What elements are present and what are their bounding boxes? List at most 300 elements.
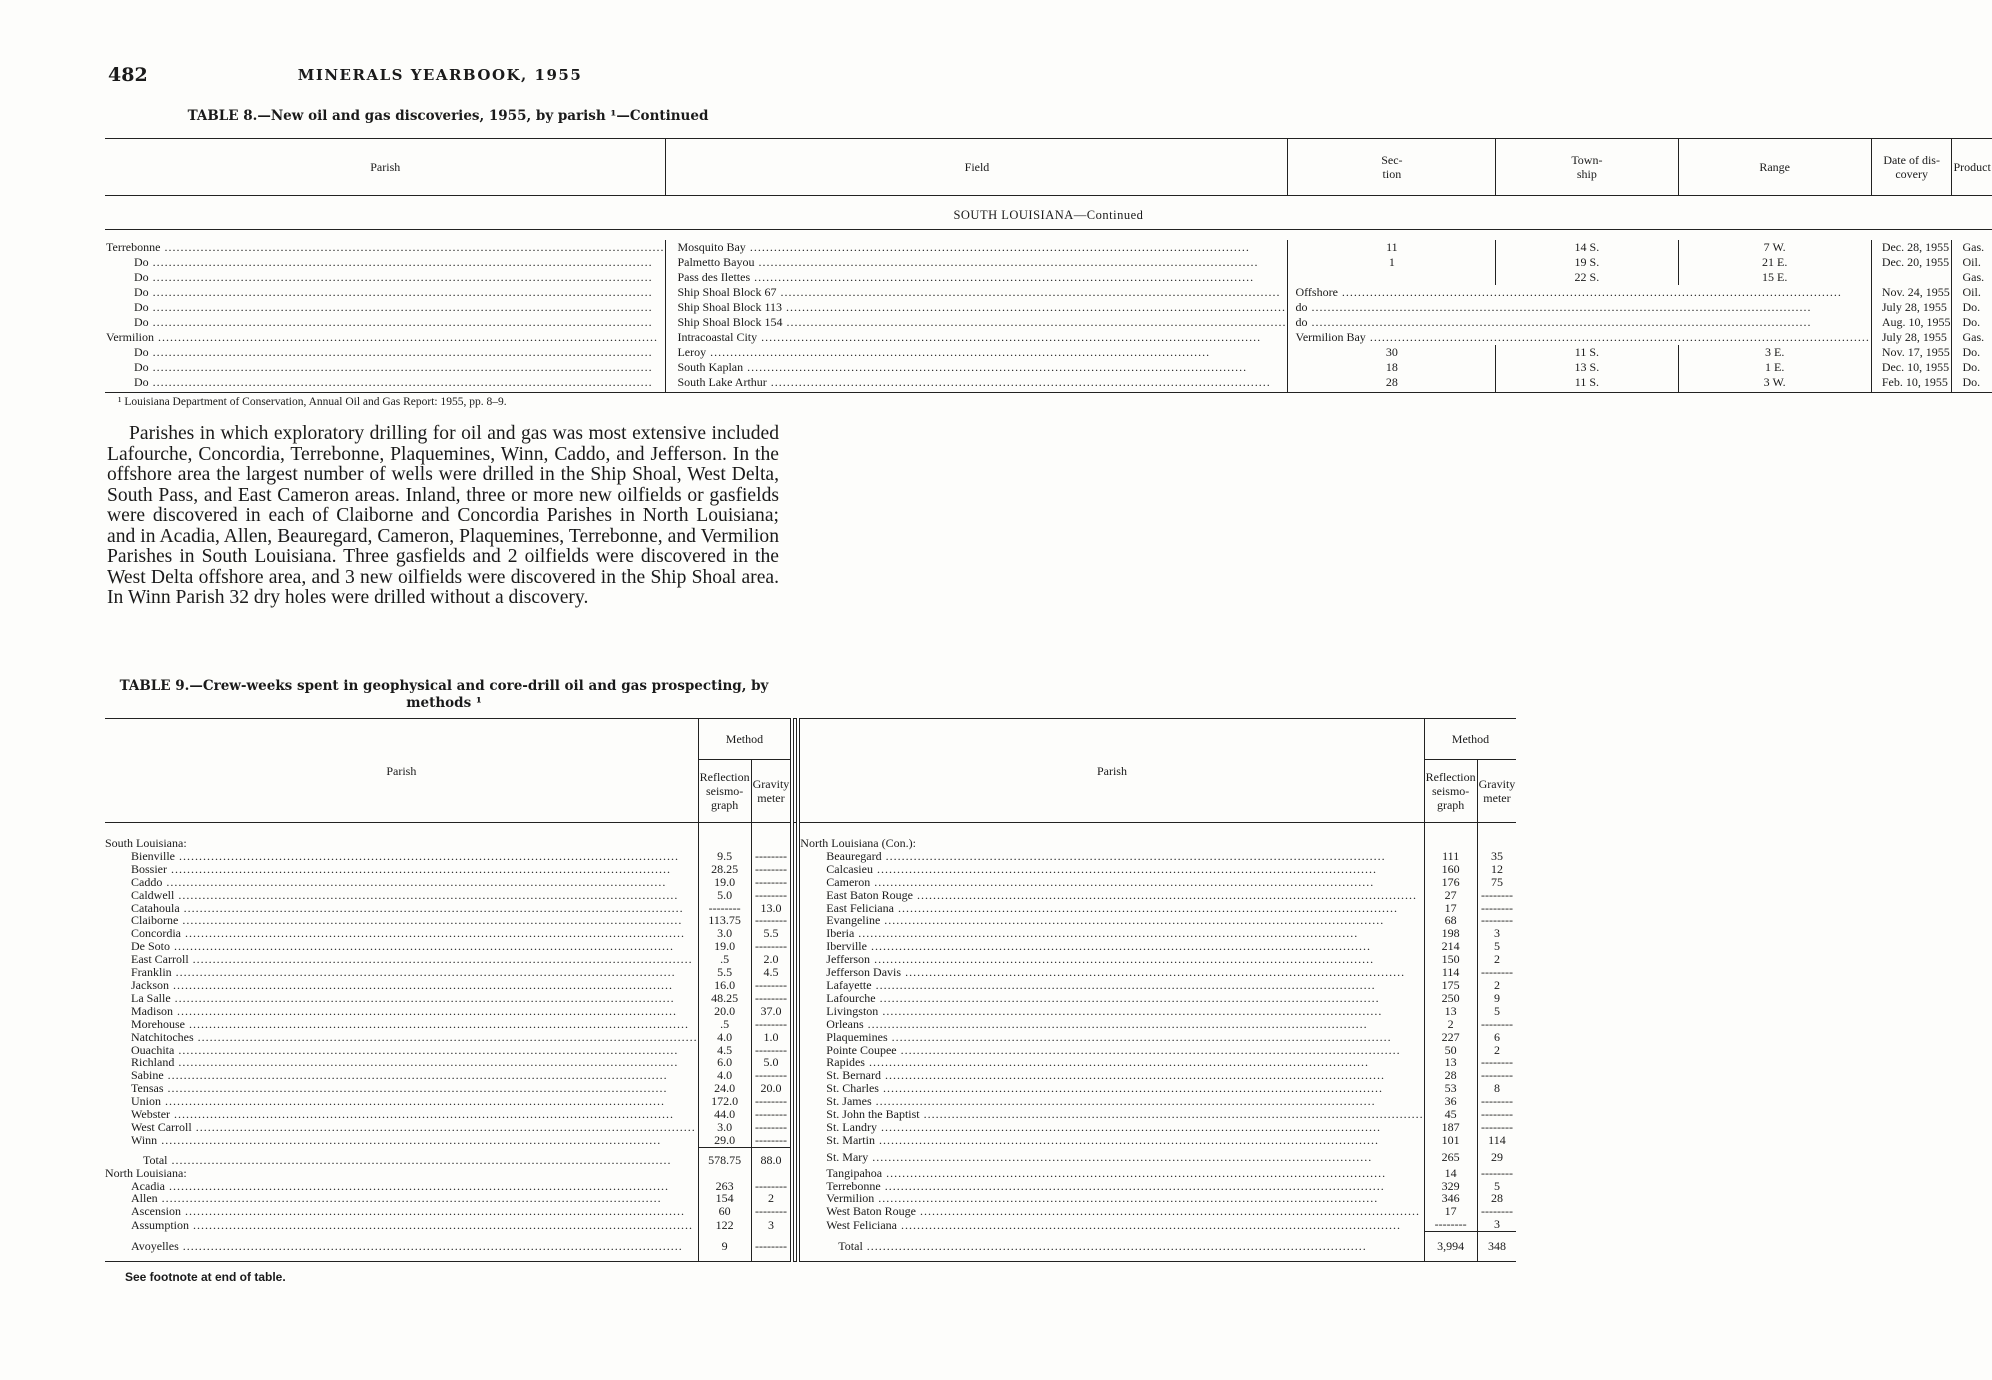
parish-name: Calcasieu ..... — [800, 863, 1423, 876]
gravity-value: 20.0 — [751, 1082, 792, 1095]
gravity-value: -------- — [1477, 902, 1516, 915]
gravity-value: -------- — [751, 850, 792, 863]
parish-name: Jefferson Davis ..... — [800, 966, 1423, 979]
table9-row — [105, 1167, 1516, 1180]
parish-name: Bossier ..... — [105, 863, 698, 876]
gravity-value: 29 — [1477, 1147, 1516, 1166]
parish-cell — [105, 876, 698, 889]
parish-cell — [798, 1005, 1424, 1018]
gravity-value: -------- — [751, 1044, 792, 1057]
date-cell: July 28, 1955 — [1871, 300, 1952, 315]
parish-cell — [105, 255, 666, 270]
parish-cell — [105, 1108, 698, 1121]
reflection-value: 13 — [1424, 1005, 1477, 1018]
table8-row — [105, 300, 1992, 315]
reflection-value: 17 — [1424, 902, 1477, 915]
field-name: Pass des Ilettes ..... — [667, 271, 1286, 284]
parish-name: Do ..... — [106, 376, 664, 389]
table9-row — [105, 1147, 1516, 1166]
gravity-value: -------- — [751, 863, 792, 876]
reflection-value — [698, 823, 751, 850]
table8-caption: TABLE 8.—New oil and gas discoveries, 1955, by parish ¹—Continued — [187, 108, 709, 124]
reflection-value: 263 — [698, 1180, 751, 1193]
parish-name: Do ..... — [106, 316, 664, 329]
table8-col-header: Sec- tion — [1288, 139, 1496, 196]
parish-name: Do ..... — [106, 301, 664, 314]
parish-name: West Baton Rouge ..... — [800, 1205, 1423, 1218]
field-cell — [666, 330, 1288, 345]
parish-name: Morehouse ..... — [105, 1018, 698, 1031]
parish-cell — [105, 330, 666, 345]
parish-cell — [105, 300, 666, 315]
parish-cell — [798, 1134, 1424, 1147]
gravity-value: -------- — [1477, 966, 1516, 979]
location-span: Offshore ..... — [1289, 286, 1869, 299]
gravity-value: 5 — [1477, 1005, 1516, 1018]
parish-name: Acadia ..... — [105, 1180, 698, 1193]
field-cell — [666, 360, 1288, 375]
parish-name: Avoyelles ..... — [105, 1240, 698, 1253]
parish-cell — [105, 315, 666, 330]
parish-cell — [798, 979, 1424, 992]
date-cell: Dec. 20, 1955 — [1871, 255, 1952, 270]
reflection-value: 28 — [1424, 1069, 1477, 1082]
section-cell — [1288, 270, 1496, 285]
reflection-value: 28.25 — [698, 863, 751, 876]
field-cell — [666, 285, 1288, 300]
range-cell: 3 W. — [1678, 375, 1871, 393]
parish-name: Richland ..... — [105, 1056, 698, 1069]
body-paragraph: Parishes in which exploratory drilling for oil and gas was most extensive included Lafourche, Concordia, Terrebonne, Plaquemines, Winn, Caddo, and Jefferson. In the offshore area the largest number of wells were drilled in the Ship Shoal, West Delta, South Pass, and East Cameron areas. Inland, three or more new oilfields or gasfields were discovered in each of Claiborne and Concordia Parishes in North Louisiana; and in Acadia, Allen, Beauregard, Cameron, Plaquemines, Terrebonne, and Vermilion Parishes in South Louisiana. Three gasfields and 2 oilfields were discovered in the West Delta offshore area, and 3 new oilfields were discovered in the Ship Shoal area. In Winn Parish 32 dry holes were drilled without a discovery. — [107, 423, 779, 608]
reflection-value: 113.75 — [698, 914, 751, 927]
section-cell: 18 — [1288, 360, 1496, 375]
field-cell — [666, 345, 1288, 360]
reflection-value: 122 — [698, 1218, 751, 1231]
field-name: Ship Shoal Block 113 ..... — [667, 301, 1286, 314]
table9-row — [105, 1134, 1516, 1147]
gravity-value: 12 — [1477, 863, 1516, 876]
parish-name: Rapides ..... — [800, 1056, 1423, 1069]
reflection-value: 114 — [1424, 966, 1477, 979]
table8-row — [105, 360, 1992, 375]
parish-name: Madison ..... — [105, 1005, 698, 1018]
gravity-value: -------- — [751, 992, 792, 1005]
gravity-value: -------- — [751, 889, 792, 902]
page-number: 482 — [108, 64, 148, 86]
gravity-value: -------- — [751, 1205, 792, 1218]
parish-cell — [105, 1205, 698, 1218]
product-cell: Oil. — [1952, 285, 1992, 300]
parish-name: Vermilion ..... — [106, 331, 664, 344]
reflection-value: 45 — [1424, 1108, 1477, 1121]
township-cell: 11 S. — [1496, 375, 1678, 393]
parish-cell — [798, 1018, 1424, 1031]
table8-row — [105, 375, 1992, 393]
gravity-value: -------- — [751, 1069, 792, 1082]
reflection-value: 5.5 — [698, 966, 751, 979]
section-cell: 11 — [1288, 240, 1496, 255]
reflection-value: 172.0 — [698, 1095, 751, 1108]
field-name: South Kaplan ..... — [667, 361, 1286, 374]
reflection-value: 160 — [1424, 863, 1477, 876]
reflection-value: 2 — [1424, 1018, 1477, 1031]
table8-col-header: Date of dis- covery — [1871, 139, 1952, 196]
reflection-value: 3.0 — [698, 927, 751, 940]
parish-cell — [798, 992, 1424, 1005]
parish-cell — [105, 863, 698, 876]
reflection-value: 36 — [1424, 1095, 1477, 1108]
parish-name: Do ..... — [106, 286, 664, 299]
reflection-value: 16.0 — [698, 979, 751, 992]
gravity-header-left: Gravity meter — [751, 760, 792, 823]
location-span-cell — [1288, 300, 1871, 315]
reflection-value: 17 — [1424, 1205, 1477, 1218]
parish-name: Orleans ..... — [800, 1018, 1423, 1031]
parish-name: North Louisiana: — [105, 1165, 187, 1180]
field-name: Intracoastal City ..... — [667, 331, 1286, 344]
table8-row — [105, 285, 1992, 300]
field-name: Palmetto Bayou ..... — [667, 256, 1286, 269]
parish-name: Sabine ..... — [105, 1069, 698, 1082]
parish-cell — [105, 1147, 698, 1166]
reflection-value: 176 — [1424, 876, 1477, 889]
table9-row — [105, 992, 1516, 1005]
section-cell: 30 — [1288, 345, 1496, 360]
parish-cell — [105, 992, 698, 1005]
reflection-value: 346 — [1424, 1192, 1477, 1205]
reflection-value: 24.0 — [698, 1082, 751, 1095]
table8-row — [105, 345, 1992, 360]
reflection-value: 227 — [1424, 1031, 1477, 1044]
table8-col-header: Town- ship — [1496, 139, 1678, 196]
gravity-value: -------- — [751, 979, 792, 992]
parish-cell — [105, 1018, 698, 1031]
gravity-value: 114 — [1477, 1134, 1516, 1147]
parish-name: Total ..... — [800, 1240, 1423, 1253]
date-cell: Aug. 10, 1955 — [1871, 315, 1952, 330]
reflection-value: 9 — [698, 1232, 751, 1262]
township-cell: 14 S. — [1496, 240, 1678, 255]
parish-name: Caldwell ..... — [105, 889, 698, 902]
section-cell: 28 — [1288, 375, 1496, 393]
gravity-value: 3 — [1477, 927, 1516, 940]
parish-name: Bienville ..... — [105, 850, 698, 863]
gravity-value: -------- — [1477, 1121, 1516, 1134]
parish-cell — [798, 1031, 1424, 1044]
parish-name: Ouachita ..... — [105, 1044, 698, 1057]
product-cell: Gas. — [1952, 240, 1992, 255]
gravity-value: -------- — [1477, 1056, 1516, 1069]
location-span: Vermilion Bay ..... — [1289, 331, 1869, 344]
table8-footnote: ¹ Louisiana Department of Conservation, Annual Oil and Gas Report: 1955, pp. 8–9. — [118, 396, 507, 408]
reflection-header-right: Reflection seismo- graph — [1424, 760, 1477, 823]
location-span-cell — [1288, 315, 1871, 330]
reflection-value: 9.5 — [698, 850, 751, 863]
reflection-value: 175 — [1424, 979, 1477, 992]
table9-row — [105, 1121, 1516, 1134]
range-cell: 7 W. — [1678, 240, 1871, 255]
parish-cell — [798, 1205, 1424, 1218]
parish-name: Beauregard ..... — [800, 850, 1423, 863]
parish-cell — [105, 1031, 698, 1044]
parish-name: St. Bernard ..... — [800, 1069, 1423, 1082]
parish-cell — [798, 889, 1424, 902]
range-cell: 15 E. — [1678, 270, 1871, 285]
table8-col-header: Range — [1678, 139, 1871, 196]
parish-name: Do ..... — [106, 361, 664, 374]
gravity-value: -------- — [751, 1232, 792, 1262]
parish-name: St. John the Baptist ..... — [800, 1108, 1423, 1121]
reflection-value: 578.75 — [698, 1147, 751, 1166]
parish-cell — [105, 1005, 698, 1018]
parish-cell — [105, 1232, 698, 1262]
parish-name: Franklin ..... — [105, 966, 698, 979]
range-cell: 3 E. — [1678, 345, 1871, 360]
section-label: SOUTH LOUISIANA—Continued — [105, 196, 1992, 230]
gravity-value: 9 — [1477, 992, 1516, 1005]
township-cell: 22 S. — [1496, 270, 1678, 285]
reflection-value: 53 — [1424, 1082, 1477, 1095]
table9-row — [105, 876, 1516, 889]
township-cell: 19 S. — [1496, 255, 1678, 270]
gravity-value: -------- — [751, 876, 792, 889]
reflection-value: 150 — [1424, 953, 1477, 966]
parish-name: Total ..... — [105, 1154, 698, 1167]
parish-cell — [798, 863, 1424, 876]
gravity-value: 4.5 — [751, 966, 792, 979]
parish-name: Plaquemines ..... — [800, 1031, 1423, 1044]
reflection-value: 20.0 — [698, 1005, 751, 1018]
gravity-value: -------- — [1477, 1167, 1516, 1180]
field-name: South Lake Arthur ..... — [667, 376, 1286, 389]
field-name: Ship Shoal Block 67 ..... — [667, 286, 1286, 299]
section-cell: 1 — [1288, 255, 1496, 270]
parish-name: Natchitoches ..... — [105, 1031, 698, 1044]
parish-name: Jackson ..... — [105, 979, 698, 992]
parish-name: Caddo ..... — [105, 876, 698, 889]
parish-cell — [105, 850, 698, 863]
table9-row — [105, 889, 1516, 902]
parish-name: De Soto ..... — [105, 940, 698, 953]
parish-name: Iberville ..... — [800, 940, 1423, 953]
reflection-value: 27 — [1424, 889, 1477, 902]
parish-cell — [798, 1121, 1424, 1134]
reflection-value: 4.5 — [698, 1044, 751, 1057]
table8-row — [105, 330, 1992, 345]
parish-cell — [798, 823, 1424, 850]
parish-name: Terrebonne ..... — [106, 241, 664, 254]
product-cell: Gas. — [1952, 330, 1992, 345]
reflection-value: .5 — [698, 953, 751, 966]
gravity-value: 2 — [1477, 979, 1516, 992]
reflection-value: 3.0 — [698, 1121, 751, 1134]
gravity-value: -------- — [1477, 914, 1516, 927]
table9-row — [105, 823, 1516, 850]
parish-cell — [105, 1134, 698, 1147]
gravity-value — [751, 1167, 792, 1180]
township-cell: 13 S. — [1496, 360, 1678, 375]
parish-name: Winn ..... — [105, 1134, 698, 1147]
gravity-value: -------- — [1477, 1108, 1516, 1121]
parish-cell — [105, 360, 666, 375]
parish-cell — [105, 889, 698, 902]
gravity-value: 5 — [1477, 940, 1516, 953]
reflection-value: 3,994 — [1424, 1232, 1477, 1262]
gravity-value: 37.0 — [751, 1005, 792, 1018]
range-cell: 1 E. — [1678, 360, 1871, 375]
reflection-value: 14 — [1424, 1167, 1477, 1180]
parish-cell — [105, 979, 698, 992]
reflection-value — [1424, 823, 1477, 850]
parish-cell — [105, 240, 666, 255]
product-cell: Do. — [1952, 345, 1992, 360]
gravity-header-right: Gravity meter — [1477, 760, 1516, 823]
gravity-value: -------- — [1477, 1018, 1516, 1031]
parish-name: St. Martin ..... — [800, 1134, 1423, 1147]
reflection-value: 6.0 — [698, 1056, 751, 1069]
parish-name: Do ..... — [106, 271, 664, 284]
range-cell: 21 E. — [1678, 255, 1871, 270]
table8-row — [105, 270, 1992, 285]
gravity-value: 5.5 — [751, 927, 792, 940]
gravity-value: 75 — [1477, 876, 1516, 889]
parish-name: St. Mary ..... — [800, 1151, 1423, 1164]
parish-name: Tangipahoa ..... — [800, 1167, 1423, 1180]
date-cell: Feb. 10, 1955 — [1871, 375, 1952, 393]
reflection-value: 329 — [1424, 1180, 1477, 1193]
field-cell — [666, 255, 1288, 270]
parish-name: North Louisiana (Con.): — [800, 836, 916, 850]
date-cell — [1871, 270, 1952, 285]
parish-name: South Louisiana: — [105, 836, 187, 850]
table-9 — [105, 718, 1516, 1262]
parish-name: Assumption ..... — [105, 1219, 698, 1232]
parish-cell — [105, 1121, 698, 1134]
parish-cell — [105, 1218, 698, 1231]
date-cell: Dec. 28, 1955 — [1871, 240, 1952, 255]
table9-footnote: See footnote at end of table. — [125, 1270, 286, 1284]
table9-row — [105, 863, 1516, 876]
parish-cell — [105, 823, 698, 850]
date-cell: Nov. 24, 1955 — [1871, 285, 1952, 300]
reflection-value: 4.0 — [698, 1031, 751, 1044]
reflection-value: 187 — [1424, 1121, 1477, 1134]
parish-name: Tensas ..... — [105, 1082, 698, 1095]
reflection-value: 198 — [1424, 927, 1477, 940]
location-span-cell — [1288, 285, 1871, 300]
product-cell: Gas. — [1952, 270, 1992, 285]
reflection-value: 68 — [1424, 914, 1477, 927]
parish-name: Union ..... — [105, 1095, 698, 1108]
product-cell: Do. — [1952, 360, 1992, 375]
parish-name: Concordia ..... — [105, 927, 698, 940]
reflection-value: 265 — [1424, 1147, 1477, 1166]
date-cell: Dec. 10, 1955 — [1871, 360, 1952, 375]
parish-name: West Carroll ..... — [105, 1121, 698, 1134]
reflection-value: 5.0 — [698, 889, 751, 902]
reflection-value: 250 — [1424, 992, 1477, 1005]
location-span: do ..... — [1289, 301, 1869, 314]
date-cell: Nov. 17, 1955 — [1871, 345, 1952, 360]
parish-name: Jefferson ..... — [800, 953, 1423, 966]
parish-cell — [798, 850, 1424, 863]
table8-col-header: Product — [1952, 139, 1992, 196]
gravity-value: -------- — [1477, 1205, 1516, 1218]
parish-cell — [798, 1147, 1424, 1166]
parish-cell — [798, 876, 1424, 889]
gravity-value: 1.0 — [751, 1031, 792, 1044]
table9-row — [105, 1205, 1516, 1218]
field-name: Mosquito Bay ..... — [667, 241, 1286, 254]
table8-header-row — [105, 139, 1992, 196]
table9-row — [105, 1018, 1516, 1031]
gravity-value: 2 — [1477, 953, 1516, 966]
parish-cell — [798, 1108, 1424, 1121]
gravity-value: 5 — [1477, 1180, 1516, 1193]
parish-name: Iberia ..... — [800, 927, 1423, 940]
reflection-value: 50 — [1424, 1044, 1477, 1057]
reflection-value: 101 — [1424, 1134, 1477, 1147]
table9-caption: TABLE 9.—Crew-weeks spent in geophysical and core-drill oil and gas prospecting, by methods ¹ — [119, 678, 769, 711]
gravity-value — [1477, 823, 1516, 850]
table8-section-row — [105, 196, 1992, 230]
table9-row — [105, 1005, 1516, 1018]
parish-cell — [105, 345, 666, 360]
table9-method-header-right: Method — [1424, 719, 1516, 760]
table8-row — [105, 255, 1992, 270]
gravity-value: 2 — [1477, 1044, 1516, 1057]
parish-cell — [798, 1218, 1424, 1231]
reflection-value: 214 — [1424, 940, 1477, 953]
gravity-value: -------- — [751, 1095, 792, 1108]
field-cell — [666, 270, 1288, 285]
gravity-value: 3 — [1477, 1218, 1516, 1231]
parish-name: Claiborne ..... — [105, 914, 698, 927]
table9-row — [105, 1108, 1516, 1121]
field-cell — [666, 300, 1288, 315]
gravity-value: -------- — [1477, 889, 1516, 902]
reflection-value: 19.0 — [698, 940, 751, 953]
reflection-value: 4.0 — [698, 1069, 751, 1082]
parish-name: La Salle ..... — [105, 992, 698, 1005]
gravity-value: -------- — [1477, 1095, 1516, 1108]
date-cell: July 28, 1955 — [1871, 330, 1952, 345]
gravity-value: 2.0 — [751, 953, 792, 966]
reflection-value: 44.0 — [698, 1108, 751, 1121]
table8-col-header: Field — [666, 139, 1288, 196]
reflection-value: 48.25 — [698, 992, 751, 1005]
parish-name: Lafayette ..... — [800, 979, 1423, 992]
gravity-value: 348 — [1477, 1232, 1516, 1262]
parish-cell — [798, 1167, 1424, 1180]
reflection-value: 111 — [1424, 850, 1477, 863]
parish-name: Lafourche ..... — [800, 992, 1423, 1005]
field-cell — [666, 315, 1288, 330]
parish-name: Catahoula ..... — [105, 902, 698, 915]
parish-name: Do ..... — [106, 256, 664, 269]
parish-name: Ascension ..... — [105, 1205, 698, 1218]
gravity-value: 88.0 — [751, 1147, 792, 1166]
parish-name: Pointe Coupee ..... — [800, 1044, 1423, 1057]
table-8 — [105, 138, 1992, 393]
gravity-value: -------- — [751, 1108, 792, 1121]
parish-name: West Feliciana ..... — [800, 1219, 1423, 1232]
table9-row — [105, 1218, 1516, 1231]
reflection-value: -------- — [698, 902, 751, 915]
parish-cell — [105, 270, 666, 285]
parish-name: East Carroll ..... — [105, 953, 698, 966]
gravity-value: 2 — [751, 1192, 792, 1205]
